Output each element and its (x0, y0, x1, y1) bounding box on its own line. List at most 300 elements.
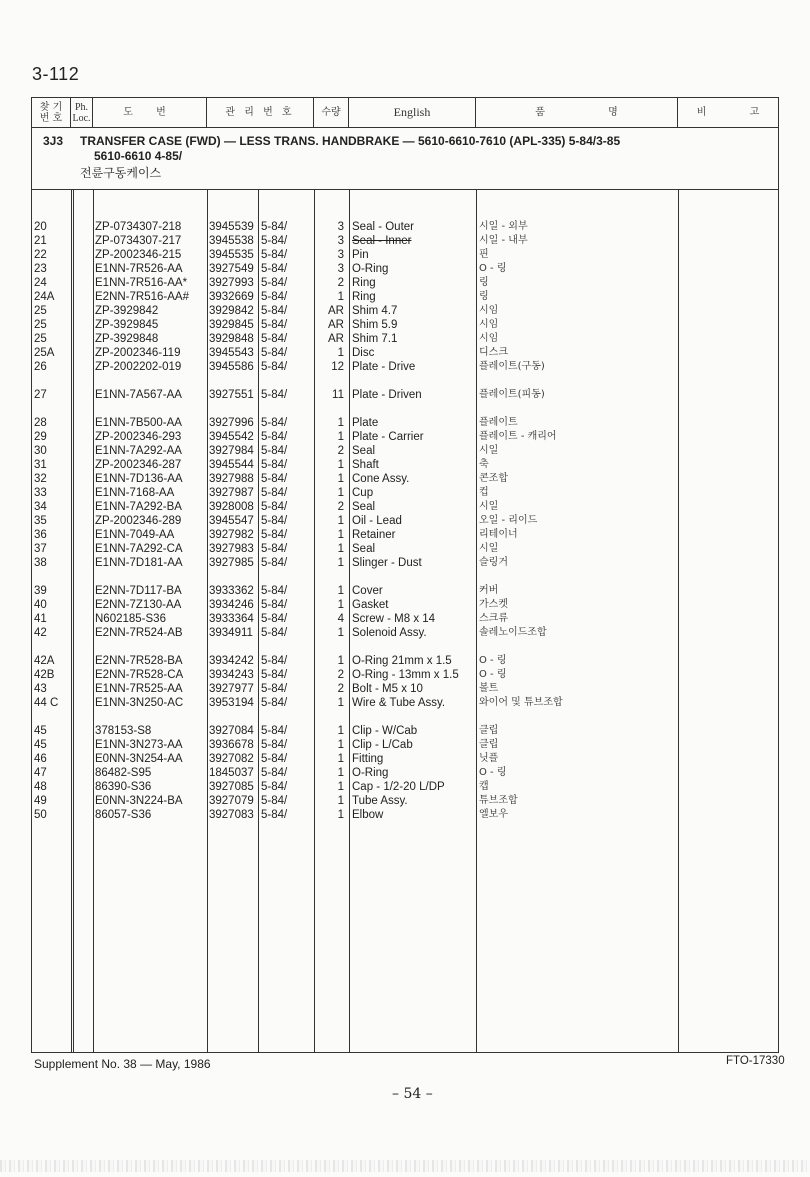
english-name-cell: Shim 4.7 (352, 305, 398, 317)
table-row (32, 724, 778, 738)
part-number-cell: E1NN-7049-AA (95, 529, 175, 541)
mgmt-number-cell: 3929842 (209, 305, 254, 317)
table-row (32, 360, 778, 374)
english-name-cell: O-Ring - 13mm x 1.5 (352, 669, 459, 681)
korean-name-cell: 스크류 (479, 613, 508, 624)
english-name-cell: Plate - Drive (352, 361, 416, 373)
date-cell: 5-84/ (261, 333, 288, 345)
table-row (32, 304, 778, 318)
date-cell: 5-84/ (261, 543, 288, 555)
mgmt-number-cell: 3927983 (209, 543, 254, 555)
mgmt-number-cell: 3945586 (209, 361, 254, 373)
date-cell: 5-84/ (261, 361, 288, 373)
english-name-cell: Plate - Driven (352, 389, 422, 401)
ref-no-cell: 29 (34, 431, 47, 443)
date-cell: 5-84/ (261, 529, 288, 541)
part-number-cell: 86057-S36 (95, 809, 152, 821)
date-cell: 5-84/ (261, 599, 288, 611)
mgmt-number-cell: 3927988 (209, 473, 254, 485)
part-number-cell: E0NN-3N254-AA (95, 753, 183, 765)
english-name-cell: O-Ring (352, 263, 389, 275)
english-name-cell: Plate (352, 417, 379, 429)
ref-no-cell: 50 (34, 809, 47, 821)
table-row (32, 318, 778, 332)
table-row (32, 584, 778, 598)
korean-name-cell: 캡 (479, 781, 489, 792)
quantity-cell: 1 (337, 487, 344, 499)
table-row (32, 752, 778, 766)
part-number-cell: E1NN-7R526-AA (95, 263, 183, 275)
ref-no-cell: 42A (34, 655, 55, 667)
supplement-note: Supplement No. 38 — May, 1986 (34, 1057, 211, 1071)
mgmt-number-cell: 3934246 (209, 599, 254, 611)
korean-name-cell: 시일 (479, 543, 499, 554)
quantity-cell: 1 (337, 739, 344, 751)
korean-name-cell: 오일 - 리이드 (479, 515, 538, 526)
section-title-line2: 5610-6610 4-85/ (94, 149, 183, 163)
table-row (32, 234, 778, 248)
ref-no-cell: 36 (34, 529, 47, 541)
quantity-cell: 12 (331, 361, 344, 373)
korean-name-cell: 플레이트(구동) (479, 361, 545, 372)
date-cell: 5-84/ (261, 459, 288, 471)
date-cell: 5-84/ (261, 515, 288, 527)
korean-name-cell: 닛플 (479, 753, 499, 764)
part-number-cell: ZP-3929842 (95, 305, 159, 317)
part-number-cell: E1NN-7R516-AA* (95, 277, 188, 289)
table-row (32, 738, 778, 752)
part-number-cell: ZP-0734307-218 (95, 221, 182, 233)
date-cell: 5-84/ (261, 781, 288, 793)
mgmt-number-cell: 3927082 (209, 753, 254, 765)
part-number-cell: E1NN-7A292-CA (95, 543, 183, 555)
date-cell: 5-84/ (261, 585, 288, 597)
table-row (32, 486, 778, 500)
table-row (32, 416, 778, 430)
quantity-cell: 3 (337, 249, 344, 261)
mgmt-number-cell: 3928008 (209, 501, 254, 513)
ref-no-cell: 35 (34, 515, 47, 527)
english-name-cell: Gasket (352, 599, 389, 611)
mgmt-number-cell: 3934242 (209, 655, 254, 667)
mgmt-number-cell: 3927993 (209, 277, 254, 289)
header-english: English (349, 98, 476, 127)
header-drawing-no: 도 번 (93, 98, 207, 127)
table-row (32, 668, 778, 682)
page-number-top: 3-112 (32, 64, 80, 84)
header-ref-no: 찾 기 번 호 (32, 98, 71, 127)
date-cell: 5-84/ (261, 487, 288, 499)
english-name-cell: Cone Assy. (352, 473, 410, 485)
header-qty: 수량 (314, 98, 349, 127)
mgmt-number-cell: 3927551 (209, 389, 254, 401)
date-cell: 5-84/ (261, 627, 288, 639)
document-code: FTO-17330 (726, 1055, 785, 1067)
part-number-cell: E2NN-7Z130-AA (95, 599, 182, 611)
date-cell: 5-84/ (261, 277, 288, 289)
ref-no-cell: 24 (34, 277, 47, 289)
section-title (32, 128, 778, 190)
header-korean-name: 품 명 (476, 98, 678, 127)
ref-no-cell: 45 (34, 725, 47, 737)
mgmt-number-cell: 3927085 (209, 781, 254, 793)
mgmt-number-cell: 3945538 (209, 235, 254, 247)
english-name-cell: Seal (352, 501, 376, 513)
ref-no-cell: 48 (34, 781, 47, 793)
mgmt-number-cell: 3934243 (209, 669, 254, 681)
english-name-cell: Cover (352, 585, 383, 597)
ref-no-cell: 33 (34, 487, 47, 499)
ref-no-cell: 21 (34, 235, 47, 247)
ref-no-cell: 42 (34, 627, 47, 639)
quantity-cell: 2 (337, 669, 344, 681)
part-number-cell: E2NN-7R516-AA# (95, 291, 189, 303)
mgmt-number-cell: 3932669 (209, 291, 254, 303)
english-name-cell: Screw - M8 x 14 (352, 613, 436, 625)
english-name-cell: Cap - 1/2-20 L/DP (352, 781, 445, 793)
korean-name-cell: 클립 (479, 725, 499, 736)
date-cell: 5-84/ (261, 263, 288, 275)
ref-no-cell: 25 (34, 305, 47, 317)
mgmt-number-cell: 3927083 (209, 809, 254, 821)
quantity-cell: 1 (337, 417, 344, 429)
quantity-cell: 2 (337, 683, 344, 695)
date-cell: 5-84/ (261, 809, 288, 821)
quantity-cell: 3 (337, 263, 344, 275)
table-row (32, 808, 778, 822)
ref-no-cell: 26 (34, 361, 47, 373)
quantity-cell: AR (328, 333, 344, 345)
part-number-cell: E1NN-7D181-AA (95, 557, 183, 569)
quantity-cell: 1 (337, 655, 344, 667)
part-number-cell: E1NN-7A292-AA (95, 445, 182, 457)
date-cell: 5-84/ (261, 445, 288, 457)
korean-name-cell: 리테이너 (479, 529, 518, 540)
table-row (32, 248, 778, 262)
quantity-cell: 3 (337, 221, 344, 233)
part-number-cell: E1NN-7A567-AA (95, 389, 182, 401)
table-row (32, 332, 778, 346)
korean-name-cell: 축 (479, 459, 489, 470)
english-name-cell: Cup (352, 487, 374, 499)
english-name-cell: Plate - Carrier (352, 431, 424, 443)
part-number-cell: E1NN-3N273-AA (95, 739, 183, 751)
quantity-cell: 1 (337, 459, 344, 471)
mgmt-number-cell: 3927984 (209, 445, 254, 457)
ref-no-cell: 25 (34, 333, 47, 345)
date-cell: 5-84/ (261, 669, 288, 681)
mgmt-number-cell: 3933362 (209, 585, 254, 597)
ref-no-cell: 27 (34, 389, 47, 401)
part-number-cell: N602185-S36 (95, 613, 166, 625)
quantity-cell: 1 (337, 753, 344, 765)
part-number-cell: 378153-S8 (95, 725, 152, 737)
korean-name-cell: 시일 (479, 501, 499, 512)
table-row (32, 290, 778, 304)
ref-no-cell: 45 (34, 739, 47, 751)
part-number-cell: E2NN-7D117-BA (95, 585, 182, 597)
ref-no-cell: 25 (34, 319, 47, 331)
table-row (32, 542, 778, 556)
scan-artifact-strip (0, 1160, 810, 1172)
table-row (32, 388, 778, 402)
header-ph-loc: Ph. Loc. (71, 98, 93, 127)
mgmt-number-cell: 3933364 (209, 613, 254, 625)
header-mgmt-no: 관 리 번 호 (207, 98, 314, 127)
part-number-cell: ZP-2002346-293 (95, 431, 182, 443)
table-row (32, 556, 778, 570)
date-cell: 5-84/ (261, 389, 288, 401)
ref-no-cell: 23 (34, 263, 47, 275)
part-number-cell: E1NN-3N250-AC (95, 697, 184, 709)
date-cell: 5-84/ (261, 739, 288, 751)
quantity-cell: 1 (337, 795, 344, 807)
mgmt-number-cell: 3929848 (209, 333, 254, 345)
header-remarks: 비 고 (696, 107, 760, 118)
english-name-cell: Clip - L/Cab (352, 739, 413, 751)
korean-name-cell: 슬링거 (479, 557, 508, 568)
section-code: 3J3 (43, 134, 64, 148)
table-row (32, 276, 778, 290)
part-number-cell: E1NN-7D136-AA (95, 473, 183, 485)
english-name-cell: Seal - Outer (352, 221, 414, 233)
mgmt-number-cell: 3927079 (209, 795, 254, 807)
quantity-cell: 1 (337, 347, 344, 359)
page-number-bottom: – 54 – (392, 1086, 433, 1102)
part-number-cell: E1NN-7A292-BA (95, 501, 182, 513)
english-name-cell: Disc (352, 347, 375, 359)
part-number-cell: E1NN-7B500-AA (95, 417, 182, 429)
mgmt-number-cell: 3945547 (209, 515, 254, 527)
korean-name-cell: 시일 - 내부 (479, 235, 528, 246)
korean-name-cell: 커버 (479, 585, 499, 596)
korean-name-cell: 디스크 (479, 347, 508, 358)
quantity-cell: 1 (337, 809, 344, 821)
table-row (32, 514, 778, 528)
table-row (32, 262, 778, 276)
quantity-cell: 1 (337, 291, 344, 303)
quantity-cell: 1 (337, 543, 344, 555)
mgmt-number-cell: 3927985 (209, 557, 254, 569)
ref-no-cell: 43 (34, 683, 47, 695)
korean-name-cell: 볼트 (479, 683, 499, 694)
table-row (32, 444, 778, 458)
mgmt-number-cell: 3927977 (209, 683, 254, 695)
korean-name-cell: 솔레노이드조합 (479, 627, 547, 638)
korean-name-cell: 플레이트(피동) (479, 389, 545, 400)
english-name-cell: Shaft (352, 459, 379, 471)
date-cell: 5-84/ (261, 291, 288, 303)
quantity-cell: 1 (337, 599, 344, 611)
part-number-cell: ZP-3929848 (95, 333, 159, 345)
ref-no-cell: 24A (34, 291, 55, 303)
mgmt-number-cell: 3945535 (209, 249, 254, 261)
english-name-cell: Pin (352, 249, 369, 261)
date-cell: 5-84/ (261, 767, 288, 779)
korean-name-cell: 시일 (479, 445, 499, 456)
table-row (32, 794, 778, 808)
quantity-cell: 1 (337, 431, 344, 443)
english-name-cell: Ring (352, 277, 376, 289)
date-cell: 5-84/ (261, 557, 288, 569)
english-name-cell: Oil - Lead (352, 515, 402, 527)
part-number-cell: ZP-2002346-119 (95, 347, 181, 359)
korean-name-cell: 시일 - 외부 (479, 221, 528, 232)
date-cell: 5-84/ (261, 725, 288, 737)
table-row (32, 612, 778, 626)
table-row (32, 766, 778, 780)
ref-no-cell: 39 (34, 585, 47, 597)
quantity-cell: AR (328, 305, 344, 317)
part-number-cell: 86390-S36 (95, 781, 152, 793)
date-cell: 5-84/ (261, 431, 288, 443)
ref-no-cell: 41 (34, 613, 47, 625)
table-row (32, 500, 778, 514)
ref-no-cell: 32 (34, 473, 47, 485)
part-number-cell: E2NN-7R528-CA (95, 669, 184, 681)
mgmt-number-cell: 3945539 (209, 221, 254, 233)
korean-name-cell: O - 링 (479, 263, 507, 274)
ref-no-cell: 47 (34, 767, 47, 779)
table-row (32, 696, 778, 710)
mgmt-number-cell: 3934911 (209, 627, 253, 639)
quantity-cell: 11 (332, 389, 344, 401)
part-number-cell: ZP-3929845 (95, 319, 159, 331)
korean-name-cell: 시임 (479, 305, 499, 316)
part-number-cell: E1NN-7R525-AA (95, 683, 183, 695)
table-row (32, 780, 778, 794)
table-row (32, 626, 778, 640)
quantity-cell: 1 (337, 781, 344, 793)
mgmt-number-cell: 3945542 (209, 431, 254, 443)
date-cell: 5-84/ (261, 305, 288, 317)
korean-name-cell: 가스켓 (479, 599, 508, 610)
english-name-cell: Tube Assy. (352, 795, 408, 807)
quantity-cell: 1 (337, 585, 344, 597)
english-name-cell: Bolt - M5 x 10 (352, 683, 423, 695)
mgmt-number-cell: 3936678 (209, 739, 254, 751)
part-number-cell: ZP-2002346-215 (95, 249, 182, 261)
quantity-cell: 1 (337, 697, 344, 709)
english-name-cell: Shim 7.1 (352, 333, 398, 345)
english-name-cell: Wire & Tube Assy. (352, 697, 446, 709)
table-row (32, 598, 778, 612)
date-cell: 5-84/ (261, 613, 288, 625)
ref-no-cell: 25A (34, 347, 55, 359)
english-name-cell: Solenoid Assy. (352, 627, 427, 639)
korean-name-cell: 컵 (479, 487, 489, 498)
ref-no-cell: 40 (34, 599, 47, 611)
quantity-cell: 1 (337, 767, 344, 779)
mgmt-number-cell: 3945544 (209, 459, 254, 471)
english-name-cell: Ring (352, 291, 376, 303)
mgmt-number-cell: 1845037 (209, 767, 254, 779)
ref-no-cell: 34 (34, 501, 47, 513)
mgmt-number-cell: 3927549 (209, 263, 254, 275)
date-cell: 5-84/ (261, 697, 288, 709)
quantity-cell: 1 (337, 557, 344, 569)
table-row (32, 430, 778, 444)
date-cell: 5-84/ (261, 473, 288, 485)
english-name-cell: Slinger - Dust (352, 557, 422, 569)
quantity-cell: 1 (337, 473, 344, 485)
part-number-cell: ZP-2002202-019 (95, 361, 182, 373)
table-row (32, 682, 778, 696)
english-name-cell: Clip - W/Cab (352, 725, 418, 737)
table-header (32, 98, 778, 128)
quantity-cell: 2 (337, 277, 344, 289)
table-row (32, 528, 778, 542)
date-cell: 5-84/ (261, 249, 288, 261)
date-cell: 5-84/ (261, 347, 288, 359)
quantity-cell: 2 (337, 501, 344, 513)
part-number-cell: E1NN-7168-AA (95, 487, 175, 499)
korean-name-cell: O - 링 (479, 669, 507, 680)
english-name-cell: Seal (352, 445, 376, 457)
part-number-cell: E2NN-7R528-BA (95, 655, 183, 667)
mgmt-number-cell: 3929845 (209, 319, 254, 331)
quantity-cell: 3 (337, 235, 344, 247)
mgmt-number-cell: 3927987 (209, 487, 254, 499)
date-cell: 5-84/ (261, 683, 288, 695)
table-row (32, 458, 778, 472)
english-name-cell: Seal (352, 543, 376, 555)
mgmt-number-cell: 3953194 (209, 697, 254, 709)
date-cell: 5-84/ (261, 655, 288, 667)
english-name-cell: Retainer (352, 529, 396, 541)
korean-name-cell: O - 링 (479, 767, 507, 778)
date-cell: 5-84/ (261, 319, 288, 331)
korean-name-cell: 콘조합 (479, 473, 508, 484)
ref-no-cell: 31 (34, 459, 47, 471)
mgmt-number-cell: 3927982 (209, 529, 254, 541)
parts-table (31, 97, 779, 1053)
mgmt-number-cell: 3927996 (209, 417, 254, 429)
mgmt-number-cell: 3945543 (209, 347, 254, 359)
ref-no-cell: 37 (34, 543, 47, 555)
ref-no-cell: 20 (34, 221, 47, 233)
english-name-cell: O-Ring (352, 767, 389, 779)
quantity-cell: 2 (337, 445, 344, 457)
korean-name-cell: 시임 (479, 333, 499, 344)
korean-name-cell: 시임 (479, 319, 499, 330)
quantity-cell: 1 (337, 725, 344, 737)
quantity-cell: 1 (337, 515, 344, 527)
korean-name-cell: 클립 (479, 739, 499, 750)
ref-no-cell: 22 (34, 249, 47, 261)
korean-name-cell: 핀 (479, 249, 489, 260)
date-cell: 5-84/ (261, 235, 288, 247)
date-cell: 5-84/ (261, 753, 288, 765)
ref-no-cell: 49 (34, 795, 47, 807)
korean-name-cell: 플레이트 (479, 417, 518, 428)
korean-name-cell: 링 (479, 291, 489, 302)
korean-name-cell: 튜브조합 (479, 795, 518, 806)
korean-name-cell: 와이어 및 튜브조합 (479, 697, 563, 708)
korean-name-cell: O - 링 (479, 655, 507, 666)
table-row (32, 346, 778, 360)
korean-name-cell: 링 (479, 277, 489, 288)
quantity-cell: 1 (337, 529, 344, 541)
table-row (32, 220, 778, 234)
date-cell: 5-84/ (261, 221, 288, 233)
english-name-cell: Elbow (352, 809, 384, 821)
ref-no-cell: 44 C (34, 697, 59, 709)
part-number-cell: 86482-S95 (95, 767, 152, 779)
mgmt-number-cell: 3927084 (209, 725, 254, 737)
date-cell: 5-84/ (261, 501, 288, 513)
english-name-cell: Shim 5.9 (352, 319, 398, 331)
